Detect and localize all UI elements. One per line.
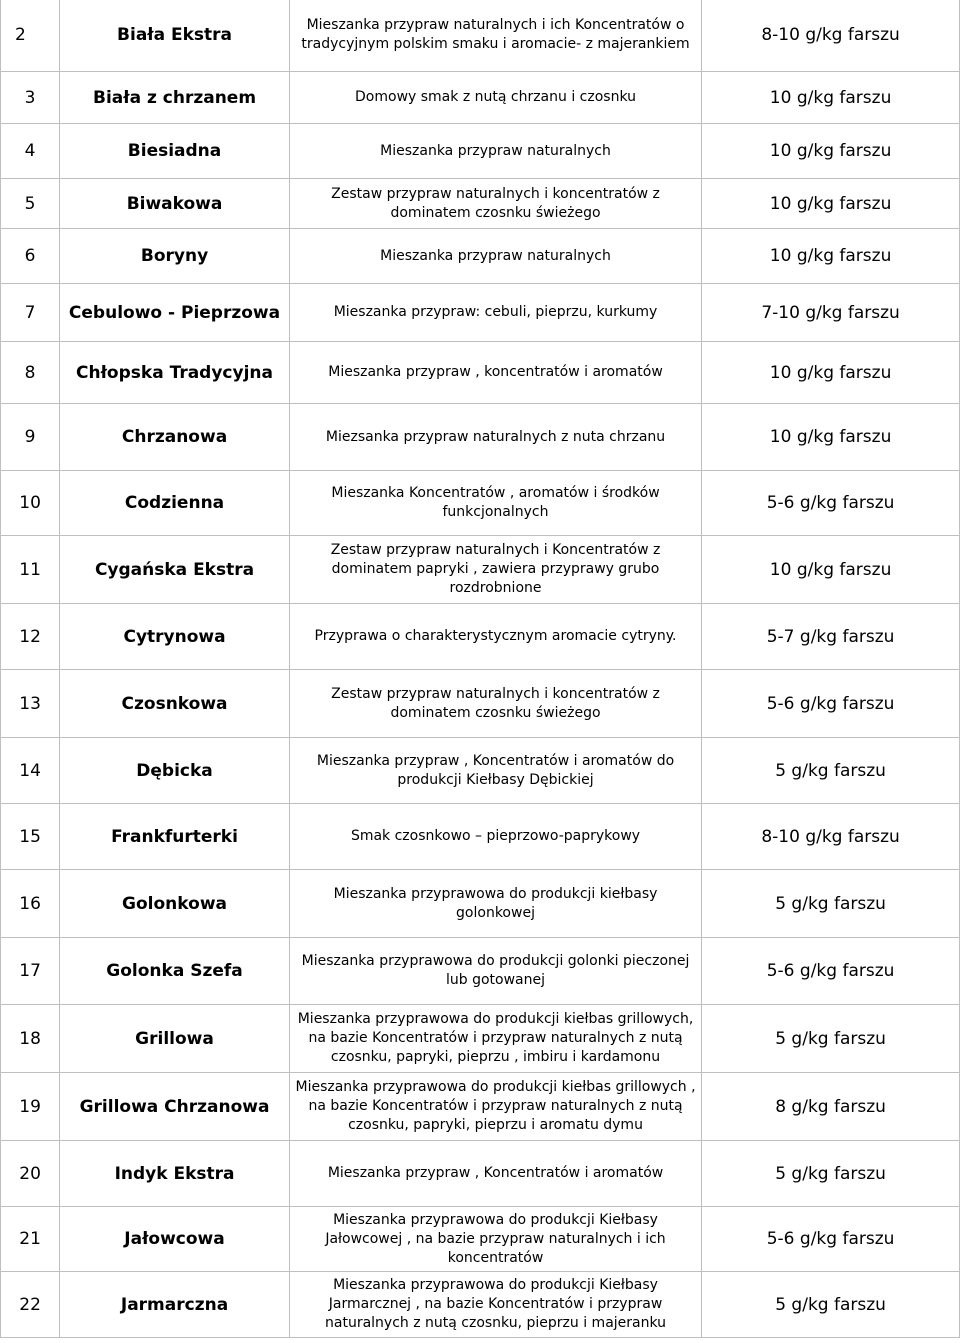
product-description: Zestaw przypraw naturalnych i Koncentratów z dominatem papryki , zawiera przyprawy grubo rozdrobnione [289, 536, 701, 604]
product-name: Boryny [60, 229, 290, 284]
row-number: 19 [1, 1073, 60, 1141]
product-description: Mieszanka przyprawowa do produkcji golonki pieczonej lub gotowanej [289, 938, 701, 1005]
product-name: Biwakowa [60, 179, 290, 229]
table-row [1, 0, 960, 72]
product-name: Jarmarczna [60, 1272, 290, 1338]
product-name: Biesiadna [60, 124, 290, 179]
product-name: Dębicka [60, 738, 290, 804]
table-row [1, 670, 960, 738]
row-number: 6 [1, 229, 60, 284]
table-row [1, 229, 960, 284]
row-number: 15 [1, 804, 60, 870]
product-description: Mieszanka przyprawowa do produkcji Kiełbasy Jałowcowej , na bazie przypraw naturalnych i ich koncentratów [289, 1207, 701, 1272]
row-number: 4 [1, 124, 60, 179]
row-number: 12 [1, 604, 60, 670]
product-description: Mieszanka przypraw , Koncentratów i aromatów do produkcji Kiełbasy Dębickiej [289, 738, 701, 804]
row-number: 9 [1, 404, 60, 471]
product-name: Golonka Szefa [60, 938, 290, 1005]
table-row [1, 404, 960, 471]
table-row [1, 72, 960, 124]
product-description: Mieszanka Koncentratów , aromatów i środków funkcjonalnych [289, 471, 701, 536]
product-name: Chłopska Tradycyjna [60, 342, 290, 404]
row-number: 14 [1, 738, 60, 804]
product-description: Mieszanka przypraw , koncentratów i aromatów [289, 342, 701, 404]
dosage: 5 g/kg farszu [702, 1272, 960, 1338]
dosage: 10 g/kg farszu [702, 342, 960, 404]
product-name: Grillowa Chrzanowa [60, 1073, 290, 1141]
row-number: 5 [1, 179, 60, 229]
product-description: Mieszanka przyprawowa do produkcji kiełbas grillowych , na bazie Koncentratów i przypraw naturalnych z nutą czosnku, papryki, pieprzu i aromatu dymu [289, 1073, 701, 1141]
table-row [1, 738, 960, 804]
table-row [1, 1141, 960, 1207]
product-name: Cytrynowa [60, 604, 290, 670]
dosage: 5-6 g/kg farszu [702, 670, 960, 738]
product-description: Przyprawa o charakterystycznym aromacie cytryny. [289, 604, 701, 670]
dosage: 10 g/kg farszu [702, 404, 960, 471]
dosage: 10 g/kg farszu [702, 229, 960, 284]
table-row [1, 1005, 960, 1073]
row-number: 10 [1, 471, 60, 536]
dosage: 5 g/kg farszu [702, 738, 960, 804]
product-name: Golonkowa [60, 870, 290, 938]
product-description: Mieszanka przypraw naturalnych [289, 124, 701, 179]
dosage: 5-6 g/kg farszu [702, 1207, 960, 1272]
product-description: Mieszanka przyprawowa do produkcji kiełbasy golonkowej [289, 870, 701, 938]
product-name: Biała Ekstra [60, 0, 290, 72]
product-description: Mieszanka przypraw naturalnych [289, 229, 701, 284]
row-number: 8 [1, 342, 60, 404]
product-description: Zestaw przypraw naturalnych i koncentratów z dominatem czosnku świeżego [289, 670, 701, 738]
spice-table-body [1, 0, 960, 1338]
product-description: Mieszanka przypraw , Koncentratów i aromatów [289, 1141, 701, 1207]
dosage: 5 g/kg farszu [702, 1141, 960, 1207]
row-number: 3 [1, 72, 60, 124]
row-number: 13 [1, 670, 60, 738]
dosage: 10 g/kg farszu [702, 124, 960, 179]
dosage: 5 g/kg farszu [702, 1005, 960, 1073]
row-number: 22 [1, 1272, 60, 1338]
product-name: Cebulowo - Pieprzowa [60, 284, 290, 342]
dosage: 8 g/kg farszu [702, 1073, 960, 1141]
row-number: 18 [1, 1005, 60, 1073]
table-row [1, 1272, 960, 1338]
dosage: 10 g/kg farszu [702, 72, 960, 124]
product-description: Domowy smak z nutą chrzanu i czosnku [289, 72, 701, 124]
table-row [1, 536, 960, 604]
product-name: Frankfurterki [60, 804, 290, 870]
table-row [1, 938, 960, 1005]
table-row [1, 124, 960, 179]
row-number: 16 [1, 870, 60, 938]
product-name: Indyk Ekstra [60, 1141, 290, 1207]
product-name: Cygańska Ekstra [60, 536, 290, 604]
table-row [1, 1207, 960, 1272]
product-description: Mieszanka przypraw naturalnych i ich Koncentratów o tradycyjnym polskim smaku i aromacie- z majerankiem [289, 0, 701, 72]
product-name: Jałowcowa [60, 1207, 290, 1272]
product-description: Smak czosnkowo – pieprzowo-paprykowy [289, 804, 701, 870]
dosage: 10 g/kg farszu [702, 536, 960, 604]
dosage: 5-7 g/kg farszu [702, 604, 960, 670]
dosage: 5 g/kg farszu [702, 870, 960, 938]
row-number: 11 [1, 536, 60, 604]
product-name: Grillowa [60, 1005, 290, 1073]
product-name: Codzienna [60, 471, 290, 536]
dosage: 8-10 g/kg farszu [702, 804, 960, 870]
product-name: Chrzanowa [60, 404, 290, 471]
product-description: Miezsanka przypraw naturalnych z nuta chrzanu [289, 404, 701, 471]
dosage: 10 g/kg farszu [702, 179, 960, 229]
row-number: 17 [1, 938, 60, 1005]
product-name: Czosnkowa [60, 670, 290, 738]
table-row [1, 284, 960, 342]
table-row [1, 471, 960, 536]
table-row [1, 804, 960, 870]
table-row [1, 1073, 960, 1141]
row-number: 7 [1, 284, 60, 342]
table-row [1, 604, 960, 670]
product-description: Zestaw przypraw naturalnych i koncentratów z dominatem czosnku świeżego [289, 179, 701, 229]
row-number: 21 [1, 1207, 60, 1272]
product-name: Biała z chrzanem [60, 72, 290, 124]
table-row [1, 342, 960, 404]
product-description: Mieszanka przyprawowa do produkcji kiełbas grillowych, na bazie Koncentratów i przypraw naturalnych z nutą czosnku, papryki, pieprzu , imbiru i kardamonu [289, 1005, 701, 1073]
row-number: 20 [1, 1141, 60, 1207]
dosage: 8-10 g/kg farszu [702, 0, 960, 72]
dosage: 7-10 g/kg farszu [702, 284, 960, 342]
row-number: 2 [1, 0, 60, 72]
product-description: Mieszanka przyprawowa do produkcji Kiełbasy Jarmarcznej , na bazie Koncentratów i przypraw naturalnych z nutą czosnku, pieprzu i majeranku [289, 1272, 701, 1338]
product-description: Mieszanka przypraw: cebuli, pieprzu, kurkumy [289, 284, 701, 342]
dosage: 5-6 g/kg farszu [702, 938, 960, 1005]
dosage: 5-6 g/kg farszu [702, 471, 960, 536]
table-row [1, 870, 960, 938]
table-row [1, 179, 960, 229]
